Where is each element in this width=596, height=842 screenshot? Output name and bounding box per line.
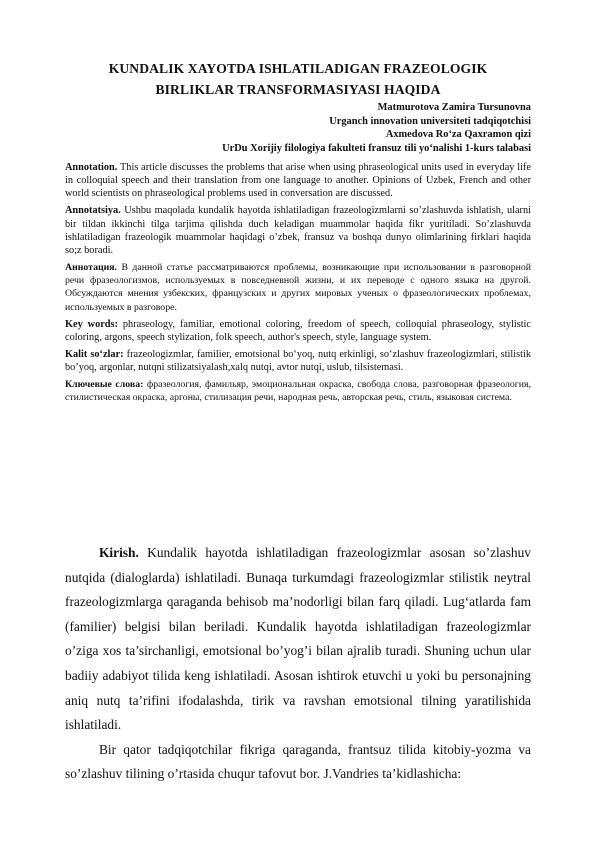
author-affiliation-1: Urganch innovation universiteti tadqiqotchisi xyxy=(329,115,531,127)
annotation-ru-text: В данной статье рассматриваются проблемы, возникающие при использовании в разговорной речи фразеологизмов, используемых в повседневной жизни, и их переводе с одного языка на другой. Обсуждаются мнения узбекских, французских и других мировых ученых о фразеологических проблемах, используемых в разговоре. xyxy=(65,262,531,313)
body-paragraph-2 xyxy=(65,738,531,787)
keywords-en-label: Key words: xyxy=(65,318,118,330)
author-affiliation-2: UrDu Xorijiy filologiya fakulteti fransuz tili yo‘nalishi 1-kurs talabasi xyxy=(222,142,531,154)
keywords-uz-label: Kalit so‘zlar: xyxy=(65,348,124,360)
abstract-section xyxy=(65,161,531,408)
paper-title-line-1: KUNDALIK XAYOTDA ISHLATILADIGAN FRAZEOLOGIK xyxy=(108,61,488,76)
annotation-ru xyxy=(65,261,531,314)
annotation-uz-label: Annotatsiya. xyxy=(65,205,121,217)
annotation-en xyxy=(65,161,531,201)
keywords-ru-text: фразеология, фамильяр, эмоциональная окраска, свобода слова, разговорная фразеология, стилистическая окраска, аргоны, стилизация речи, народная речь, авторская речь, стиль, языковая система. xyxy=(65,379,532,404)
author-name-2: Axmedova Ro‘za Qaxramon qizi xyxy=(385,129,531,141)
keywords-ru xyxy=(65,378,531,404)
author-name-1: Matmurotova Zamira Tursunovna xyxy=(377,102,531,113)
keywords-uz-text: frazeologizmlar, familier, emotsional bo‘yoq, nutq erkinligi, so‘zlashuv frazeologizmlari, stilistik bo’yoq, argonlar, nutqni stilizatsiyalash,xalq nutqi, avtor nutqi, uslub, tilsistemasi. xyxy=(65,348,532,374)
intro-label: Kirish. xyxy=(99,545,139,560)
paper-title-line-2: BIRLIKLAR TRANSFORMASIYASI HAQIDA xyxy=(155,82,441,97)
body-section xyxy=(65,541,531,787)
paragraph-2-text: Bir qator tadqiqotchilar fikriga qaraganda, frantsuz tilida kitobiy-yozma va so’zlashuv tilining o’rtasida chuqur tafovut bor. J.Vandries ta’kidlashicha: xyxy=(65,741,531,782)
body-paragraph-intro xyxy=(65,541,531,738)
annotation-uz-text: Ushbu maqolada kundalik hayotda ishlatiladigan frazeologizmlarni so’zlashuvda ishlatish, ularni bir tildan ikkinchi tilga tarjima qilishda duch keladigan muammolar haqida fikr yuritiladi. So’zlashuvda ishlatiladigan frazeologik muammolar haqidagi o’zbek, fransuz va boshqa dunyo olimlarining firklari haqida so;z boradi. xyxy=(65,205,531,257)
keywords-uz xyxy=(65,348,531,374)
keywords-ru-label: Ключевые слова: xyxy=(65,379,144,391)
intro-text: Kundalik hayotda ishlatiladigan frazeologizmlar asosan so’zlashuv nutqida (dialoglarda) ishlatiladi. Bunaqa turkumdagi frazeologizmlar stilistik neytral frazeologizmlarga qaraganda behisob ma’nodorligi bilan farq qiladi. Lug‘atlarda fam (familier) belgisi bilan beriladi. Kundalik hayotda ishlatiladigan frazeologizmlar o’ziga xos ta’sirchanligi, emotsional bo’yog’i bilan ajralib turadi. Shuning uchun ular badiiy adabiyot tilida keng ishlatiladi. Asosan ishtirok etuvchi u yoki bu personajning aniq nutq ta’rifini ifodalashda, tirik va ravshan emotsional tilning yaratilishida ishlatiladi. xyxy=(65,545,531,733)
annotation-en-label: Annotation. xyxy=(65,162,118,173)
annotation-ru-label: Аннотация. xyxy=(65,262,118,274)
keywords-en xyxy=(65,318,531,344)
author-block xyxy=(222,101,531,155)
annotation-en-text: This article discusses the problems that arise when using phraseological units used in everyday life in colloquial speech and their translation from one language to another. Opinions of Uzbek, French and other world scientists on phraseological problems used in conversation are discussed. xyxy=(65,162,531,200)
keywords-en-text: phraseology, familiar, emotional coloring, freedom of speech, colloquial phraseology, stylistic coloring, argons, speech stylization, folk speech, author's speech, style, language system. xyxy=(65,318,531,343)
annotation-uz xyxy=(65,204,531,257)
